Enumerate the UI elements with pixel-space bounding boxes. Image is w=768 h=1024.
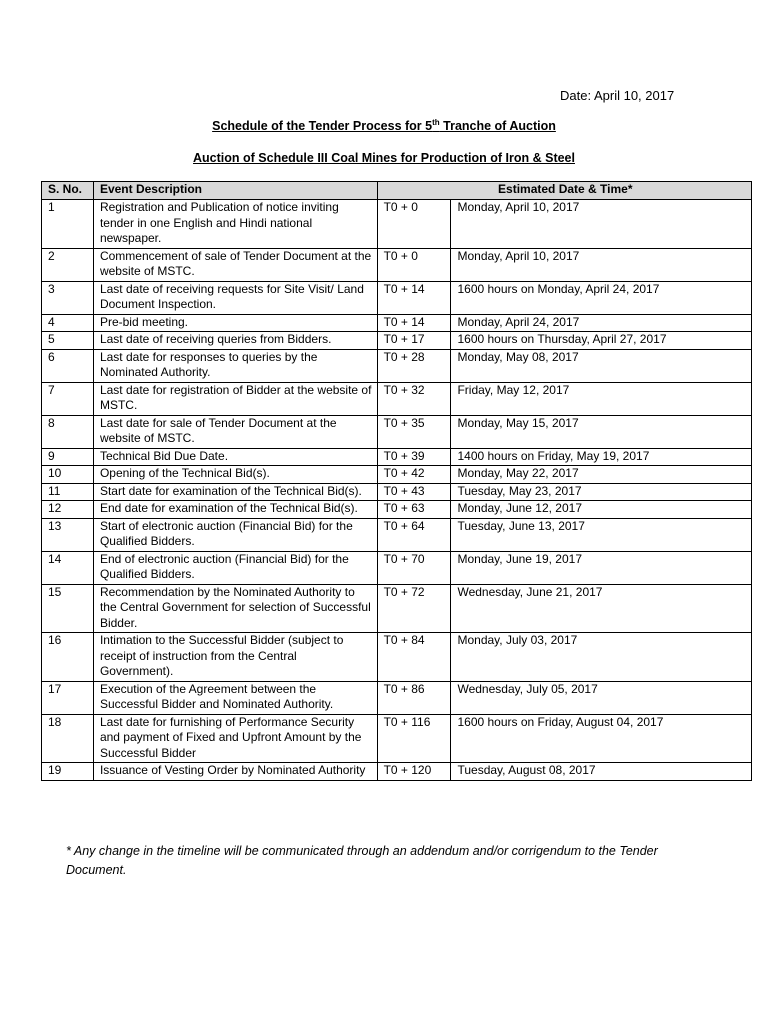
document-date: Date: April 10, 2017 [560,88,675,103]
table-row [42,382,752,415]
cell-t0-offset: T0 + 32 [377,382,451,415]
cell-t0-offset: T0 + 28 [377,349,451,382]
cell-sno: 3 [42,281,94,314]
cell-t0-offset: T0 + 0 [377,248,451,281]
table-row [42,483,752,501]
cell-sno: 14 [42,551,94,584]
cell-event-description: Execution of the Agreement between the Successful Bidder and Nominated Authority. [93,681,377,714]
cell-date-time: Wednesday, June 21, 2017 [451,584,752,633]
cell-event-description: End of electronic auction (Financial Bid) for the Qualified Bidders. [93,551,377,584]
table-row [42,332,752,350]
cell-t0-offset: T0 + 72 [377,584,451,633]
cell-sno: 6 [42,349,94,382]
cell-sno: 7 [42,382,94,415]
cell-sno: 13 [42,518,94,551]
cell-sno: 19 [42,763,94,781]
table-row [42,763,752,781]
cell-sno: 9 [42,448,94,466]
cell-sno: 12 [42,501,94,519]
schedule-title [0,118,768,133]
schedule-title-suffix: Tranche of Auction [439,119,556,134]
cell-date-time: Monday, May 22, 2017 [451,466,752,484]
table-row [42,415,752,448]
cell-event-description: Recommendation by the Nominated Authority to the Central Government for selection of Successful Bidder. [93,584,377,633]
table-row [42,681,752,714]
cell-date-time: Monday, April 10, 2017 [451,200,752,249]
cell-date-time: 1400 hours on Friday, May 19, 2017 [451,448,752,466]
cell-date-time: 1600 hours on Thursday, April 27, 2017 [451,332,752,350]
cell-event-description: Start of electronic auction (Financial Bid) for the Qualified Bidders. [93,518,377,551]
header-estimated-date-time: Estimated Date & Time* [377,182,751,200]
cell-date-time: Monday, June 19, 2017 [451,551,752,584]
cell-t0-offset: T0 + 14 [377,314,451,332]
table-row [42,248,752,281]
cell-t0-offset: T0 + 17 [377,332,451,350]
cell-t0-offset: T0 + 70 [377,551,451,584]
cell-event-description: Last date of receiving requests for Site Visit/ Land Document Inspection. [93,281,377,314]
cell-event-description: Start date for examination of the Technical Bid(s). [93,483,377,501]
cell-event-description: Issuance of Vesting Order by Nominated Authority [93,763,377,781]
table-body [42,200,752,781]
cell-t0-offset: T0 + 84 [377,633,451,682]
cell-date-time: Wednesday, July 05, 2017 [451,681,752,714]
cell-date-time: Tuesday, May 23, 2017 [451,483,752,501]
cell-date-time: Monday, July 03, 2017 [451,633,752,682]
table-row [42,714,752,763]
cell-event-description: Last date for sale of Tender Document at the website of MSTC. [93,415,377,448]
tender-schedule-table [41,181,752,781]
cell-sno: 1 [42,200,94,249]
table-row [42,551,752,584]
cell-t0-offset: T0 + 116 [377,714,451,763]
cell-sno: 8 [42,415,94,448]
cell-date-time: Monday, May 15, 2017 [451,415,752,448]
cell-event-description: Pre-bid meeting. [93,314,377,332]
cell-event-description: Opening of the Technical Bid(s). [93,466,377,484]
cell-t0-offset: T0 + 64 [377,518,451,551]
table-row [42,466,752,484]
cell-t0-offset: T0 + 63 [377,501,451,519]
cell-event-description: Intimation to the Successful Bidder (subject to receipt of instruction from the Central Government). [93,633,377,682]
cell-t0-offset: T0 + 120 [377,763,451,781]
schedule-title-superscript: th [432,118,440,127]
cell-sno: 11 [42,483,94,501]
header-sno: S. No. [42,182,94,200]
table-row [42,501,752,519]
cell-event-description: Last date for furnishing of Performance Security and payment of Fixed and Upfront Amount by the Successful Bidder [93,714,377,763]
schedule-title-text: Schedule of the Tender Process for 5 [212,119,433,134]
cell-t0-offset: T0 + 86 [377,681,451,714]
table-row [42,314,752,332]
cell-t0-offset: T0 + 0 [377,200,451,249]
cell-sno: 15 [42,584,94,633]
cell-event-description: Last date for responses to queries by the Nominated Authority. [93,349,377,382]
cell-date-time: Tuesday, June 13, 2017 [451,518,752,551]
cell-event-description: Technical Bid Due Date. [93,448,377,466]
cell-event-description: Commencement of sale of Tender Document at the website of MSTC. [93,248,377,281]
cell-date-time: 1600 hours on Monday, April 24, 2017 [451,281,752,314]
cell-sno: 17 [42,681,94,714]
cell-t0-offset: T0 + 35 [377,415,451,448]
table-row [42,200,752,249]
cell-t0-offset: T0 + 14 [377,281,451,314]
cell-event-description: Registration and Publication of notice inviting tender in one English and Hindi national newspaper. [93,200,377,249]
cell-date-time: Monday, April 24, 2017 [451,314,752,332]
cell-t0-offset: T0 + 42 [377,466,451,484]
cell-date-time: Monday, June 12, 2017 [451,501,752,519]
table-row [42,281,752,314]
cell-t0-offset: T0 + 39 [377,448,451,466]
cell-event-description: Last date for registration of Bidder at the website of MSTC. [93,382,377,415]
cell-date-time: 1600 hours on Friday, August 04, 2017 [451,714,752,763]
cell-date-time: Monday, April 10, 2017 [451,248,752,281]
footnote: * Any change in the timeline will be communicated through an addendum and/or corrigendum to the Tender Document. [66,844,658,877]
table-row [42,584,752,633]
cell-sno: 5 [42,332,94,350]
table-row [42,518,752,551]
cell-event-description: End date for examination of the Technical Bid(s). [93,501,377,519]
cell-date-time: Friday, May 12, 2017 [451,382,752,415]
auction-subtitle: Auction of Schedule III Coal Mines for Production of Iron & Steel [193,151,575,165]
cell-event-description: Last date of receiving queries from Bidders. [93,332,377,350]
cell-date-time: Monday, May 08, 2017 [451,349,752,382]
header-event-description: Event Description [93,182,377,200]
cell-sno: 16 [42,633,94,682]
cell-sno: 10 [42,466,94,484]
cell-t0-offset: T0 + 43 [377,483,451,501]
cell-date-time: Tuesday, August 08, 2017 [451,763,752,781]
cell-sno: 18 [42,714,94,763]
cell-sno: 2 [42,248,94,281]
table-row [42,448,752,466]
table-row [42,349,752,382]
cell-sno: 4 [42,314,94,332]
table-header-row [42,182,752,200]
table-row [42,633,752,682]
